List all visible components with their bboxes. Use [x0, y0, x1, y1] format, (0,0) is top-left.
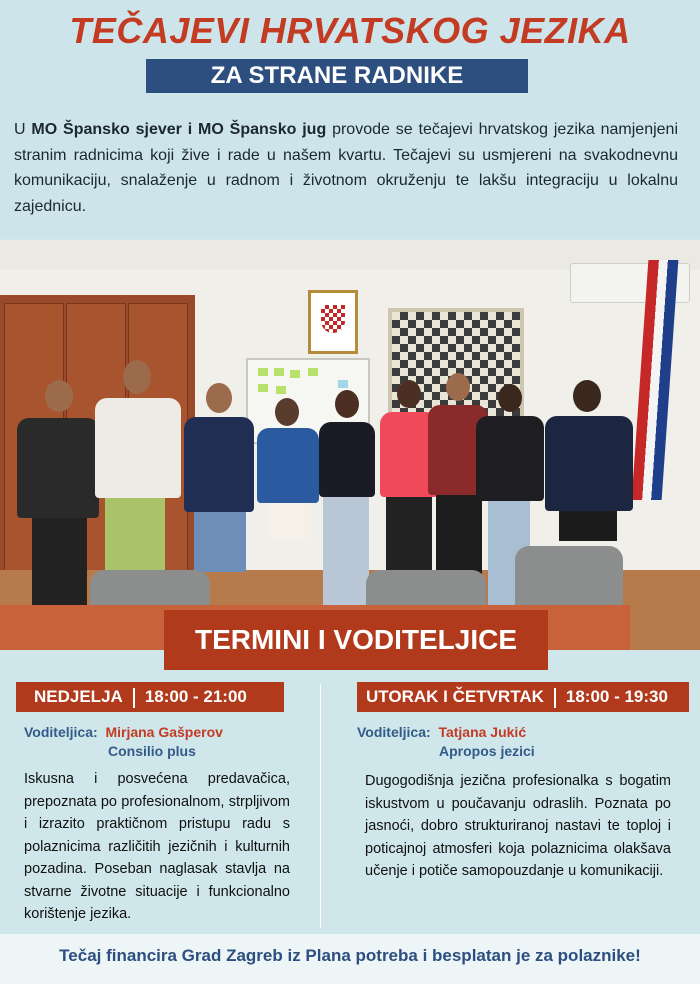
term-2-day: UTORAK I ČETVRTAK: [366, 687, 544, 706]
term-1-schedule: [16, 682, 284, 712]
footer-bar: [0, 934, 700, 984]
term-1-time: 18:00 - 21:00: [144, 687, 247, 706]
term-2-lead-label: Voditeljica:: [357, 724, 431, 740]
section-title-banner: TERMINI I VODITELJICE: [164, 610, 548, 670]
term-2-lead-name: Tatjana Jukić: [438, 724, 527, 740]
term-1-org-row: [108, 741, 196, 761]
term-1-lead-label: Voditeljica:: [24, 724, 98, 740]
term-2-schedule: [357, 682, 689, 712]
term-1-lead: [24, 722, 223, 742]
term-1-day: NEDJELJA: [34, 687, 123, 706]
person-9: [545, 380, 633, 550]
term-1-separator: [133, 688, 135, 708]
term-2-org-row: [439, 741, 535, 761]
intro-rest: provode se tečajevi hrvatskog jezika namjenjeni stranim radnicima koji žive i rade u našem kvartu. Tečajevi su usmjereni na svakodnevnu komunikaciju, snalaženje u radnom i životnom okruženju te lakšu integraciju u lokalnu zajednicu.: [14, 121, 679, 215]
croatian-crest: [308, 290, 358, 354]
term-1-lead-org: Consilio plus: [108, 743, 196, 759]
person-1: [12, 380, 102, 610]
term-2-lead-org: Apropos jezici: [439, 743, 535, 759]
page-title: TEČAJEVI HRVATSKOG JEZIKA: [69, 10, 631, 51]
term-2-lead: [357, 722, 526, 742]
page-subtitle: ZA STRANE RADNIKE: [146, 59, 528, 93]
person-4: [257, 398, 319, 608]
term-column-1: [0, 682, 330, 928]
intro-bold: MO Špansko sjever i MO Špansko jug: [31, 121, 327, 138]
term-column-2: [341, 682, 700, 928]
term-2-time: 18:00 - 19:30: [565, 687, 668, 706]
person-5: [315, 390, 379, 605]
group-photo: [0, 240, 700, 650]
term-1-description: Iskusna i posvećena predavačica, prepoznata po profesionalnom, strpljivom i izrazito praktičnom pristupu radu s polaznicima različitih jezičnih i kulturnih pozadina. Poseban naglasak stavlja na stvarne životne situacije i funkcionalno korištenje jezika.: [24, 771, 290, 922]
footer-text: Tečaj financira Grad Zagreb iz Plana potreba i besplatan je za polaznike!: [59, 946, 641, 965]
intro-paragraph: [14, 117, 678, 219]
intro-prefix: U: [14, 121, 32, 138]
header-section: [0, 0, 700, 236]
term-1-lead-name: Mirjana Gašperov: [105, 724, 223, 740]
term-2-separator: [554, 688, 556, 708]
term-2-description: Dugogodišnja jezična profesionalka s bogatim iskustvom u poučavanju odraslih. Poznata po jasnoći, dobro strukturiranoj nastavi te toploj i poticajnoj atmosferi koja polaznicima olakšava učenje i potiče samopouzdanje u komunikaciji.: [365, 773, 671, 879]
